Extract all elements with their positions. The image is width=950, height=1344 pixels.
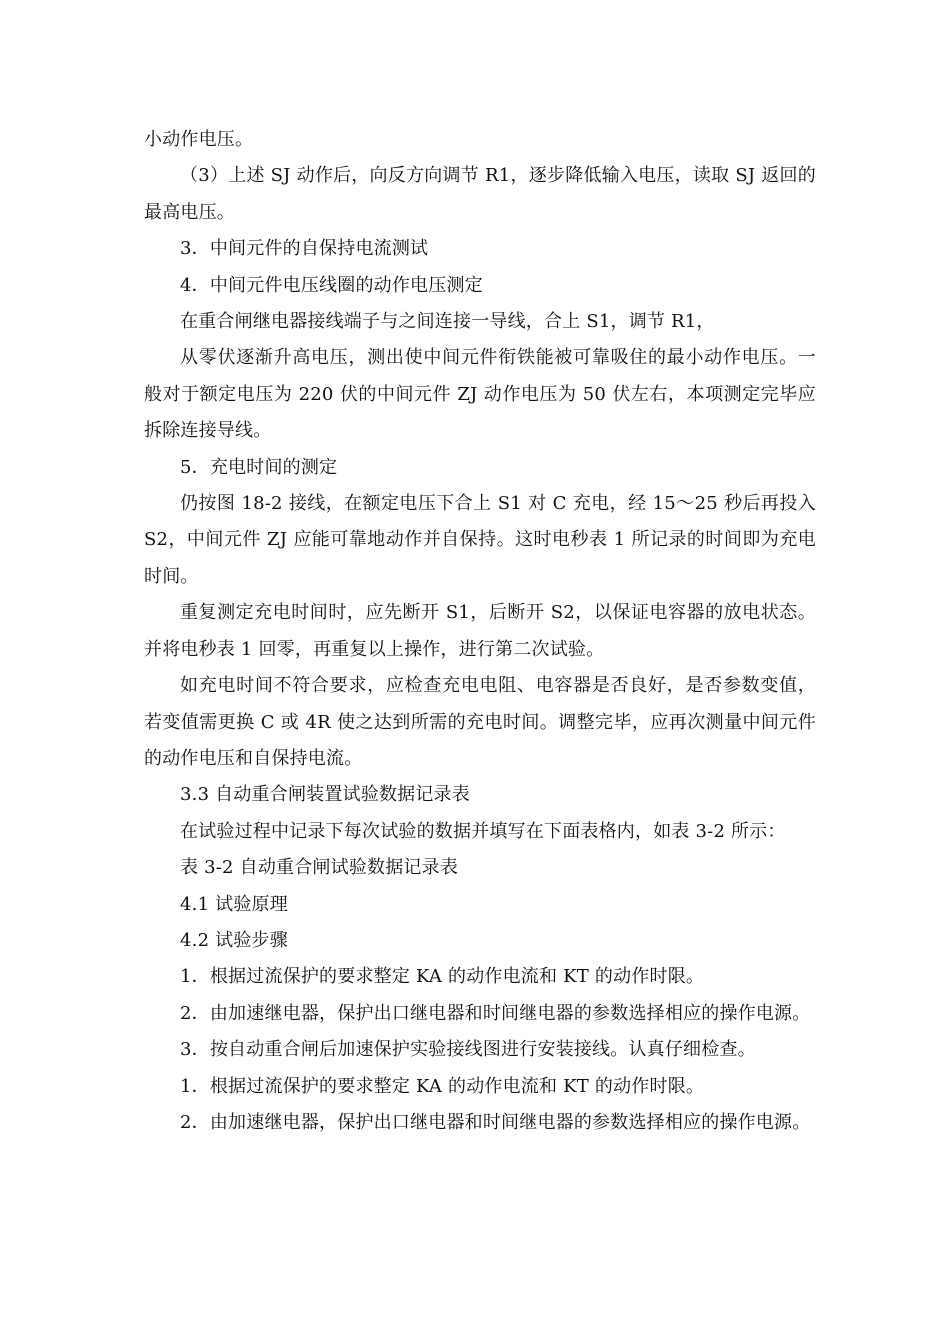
section-heading: 4.2 试验步骤 — [180, 929, 288, 951]
section-heading: 4.1 试验原理 — [180, 893, 288, 915]
paragraph: 在重合闸继电器接线端子与之间连接一导线，合上 S1，调节 R1， — [180, 311, 715, 333]
list-item: 2．由加速继电器，保护出口继电器和时间继电器的参数选择相应的操作电源。 — [180, 1002, 811, 1024]
paragraph: 重复测定充电时间时，应先断开 S1，后断开 S2，以保证电容器的放电状态。并将电秒表 1 回零，再重复以上操作，进行第二次试验。 — [144, 602, 816, 660]
document-body — [144, 122, 816, 1141]
section-heading: 4．中间元件电压线圈的动作电压测定 — [180, 274, 483, 296]
table-caption: 表 3-2 自动重合闸试验数据记录表 — [180, 857, 459, 879]
paragraph: 从零伏逐渐升高电压，测出使中间元件衔铁能被可靠吸住的最小动作电压。一般对于额定电压为 220 伏的中间元件 ZJ 动作电压为 50 伏左右，本项测定完毕应拆除连接导线。 — [144, 347, 816, 442]
section-heading: 3．中间元件的自保持电流测试 — [180, 238, 429, 260]
list-item: 3．按自动重合闸后加速保护实验接线图进行安装接线。认真仔细检查。 — [180, 1039, 756, 1061]
section-heading: 5．充电时间的测定 — [180, 456, 338, 478]
list-item: 1．根据过流保护的要求整定 KA 的动作电流和 KT 的动作时限。 — [180, 1075, 705, 1097]
paragraph: 仍按图 18-2 接线，在额定电压下合上 S1 对 C 充电，经 15～25 秒后再投入 S2，中间元件 ZJ 应能可靠地动作并自保持。这时电秒表 1 所记录的时间即为充电时间。 — [144, 493, 816, 587]
paragraph: 在试验过程中记录下每次试验的数据并填写在下面表格内，如表 3-2 所示： — [180, 820, 786, 842]
section-heading: 3.3 自动重合闸装置试验数据记录表 — [180, 784, 470, 806]
list-item: 1．根据过流保护的要求整定 KA 的动作电流和 KT 的动作时限。 — [180, 966, 705, 988]
list-item: 2．由加速继电器，保护出口继电器和时间继电器的参数选择相应的操作电源。 — [180, 1111, 811, 1133]
paragraph: 小动作电压。 — [144, 129, 254, 150]
paragraph: （3）上述 SJ 动作后，向反方向调节 R1，逐步降低输入电压，读取 SJ 返回的最高电压。 — [144, 165, 816, 223]
paragraph: 如充电时间不符合要求，应检查充电电阻、电容器是否良好，是否参数变值，若变值需更换 C 或 4R 使之达到所需的充电时间。调整完毕，应再次测量中间元件的动作电压和自保持电流。 — [144, 675, 816, 769]
